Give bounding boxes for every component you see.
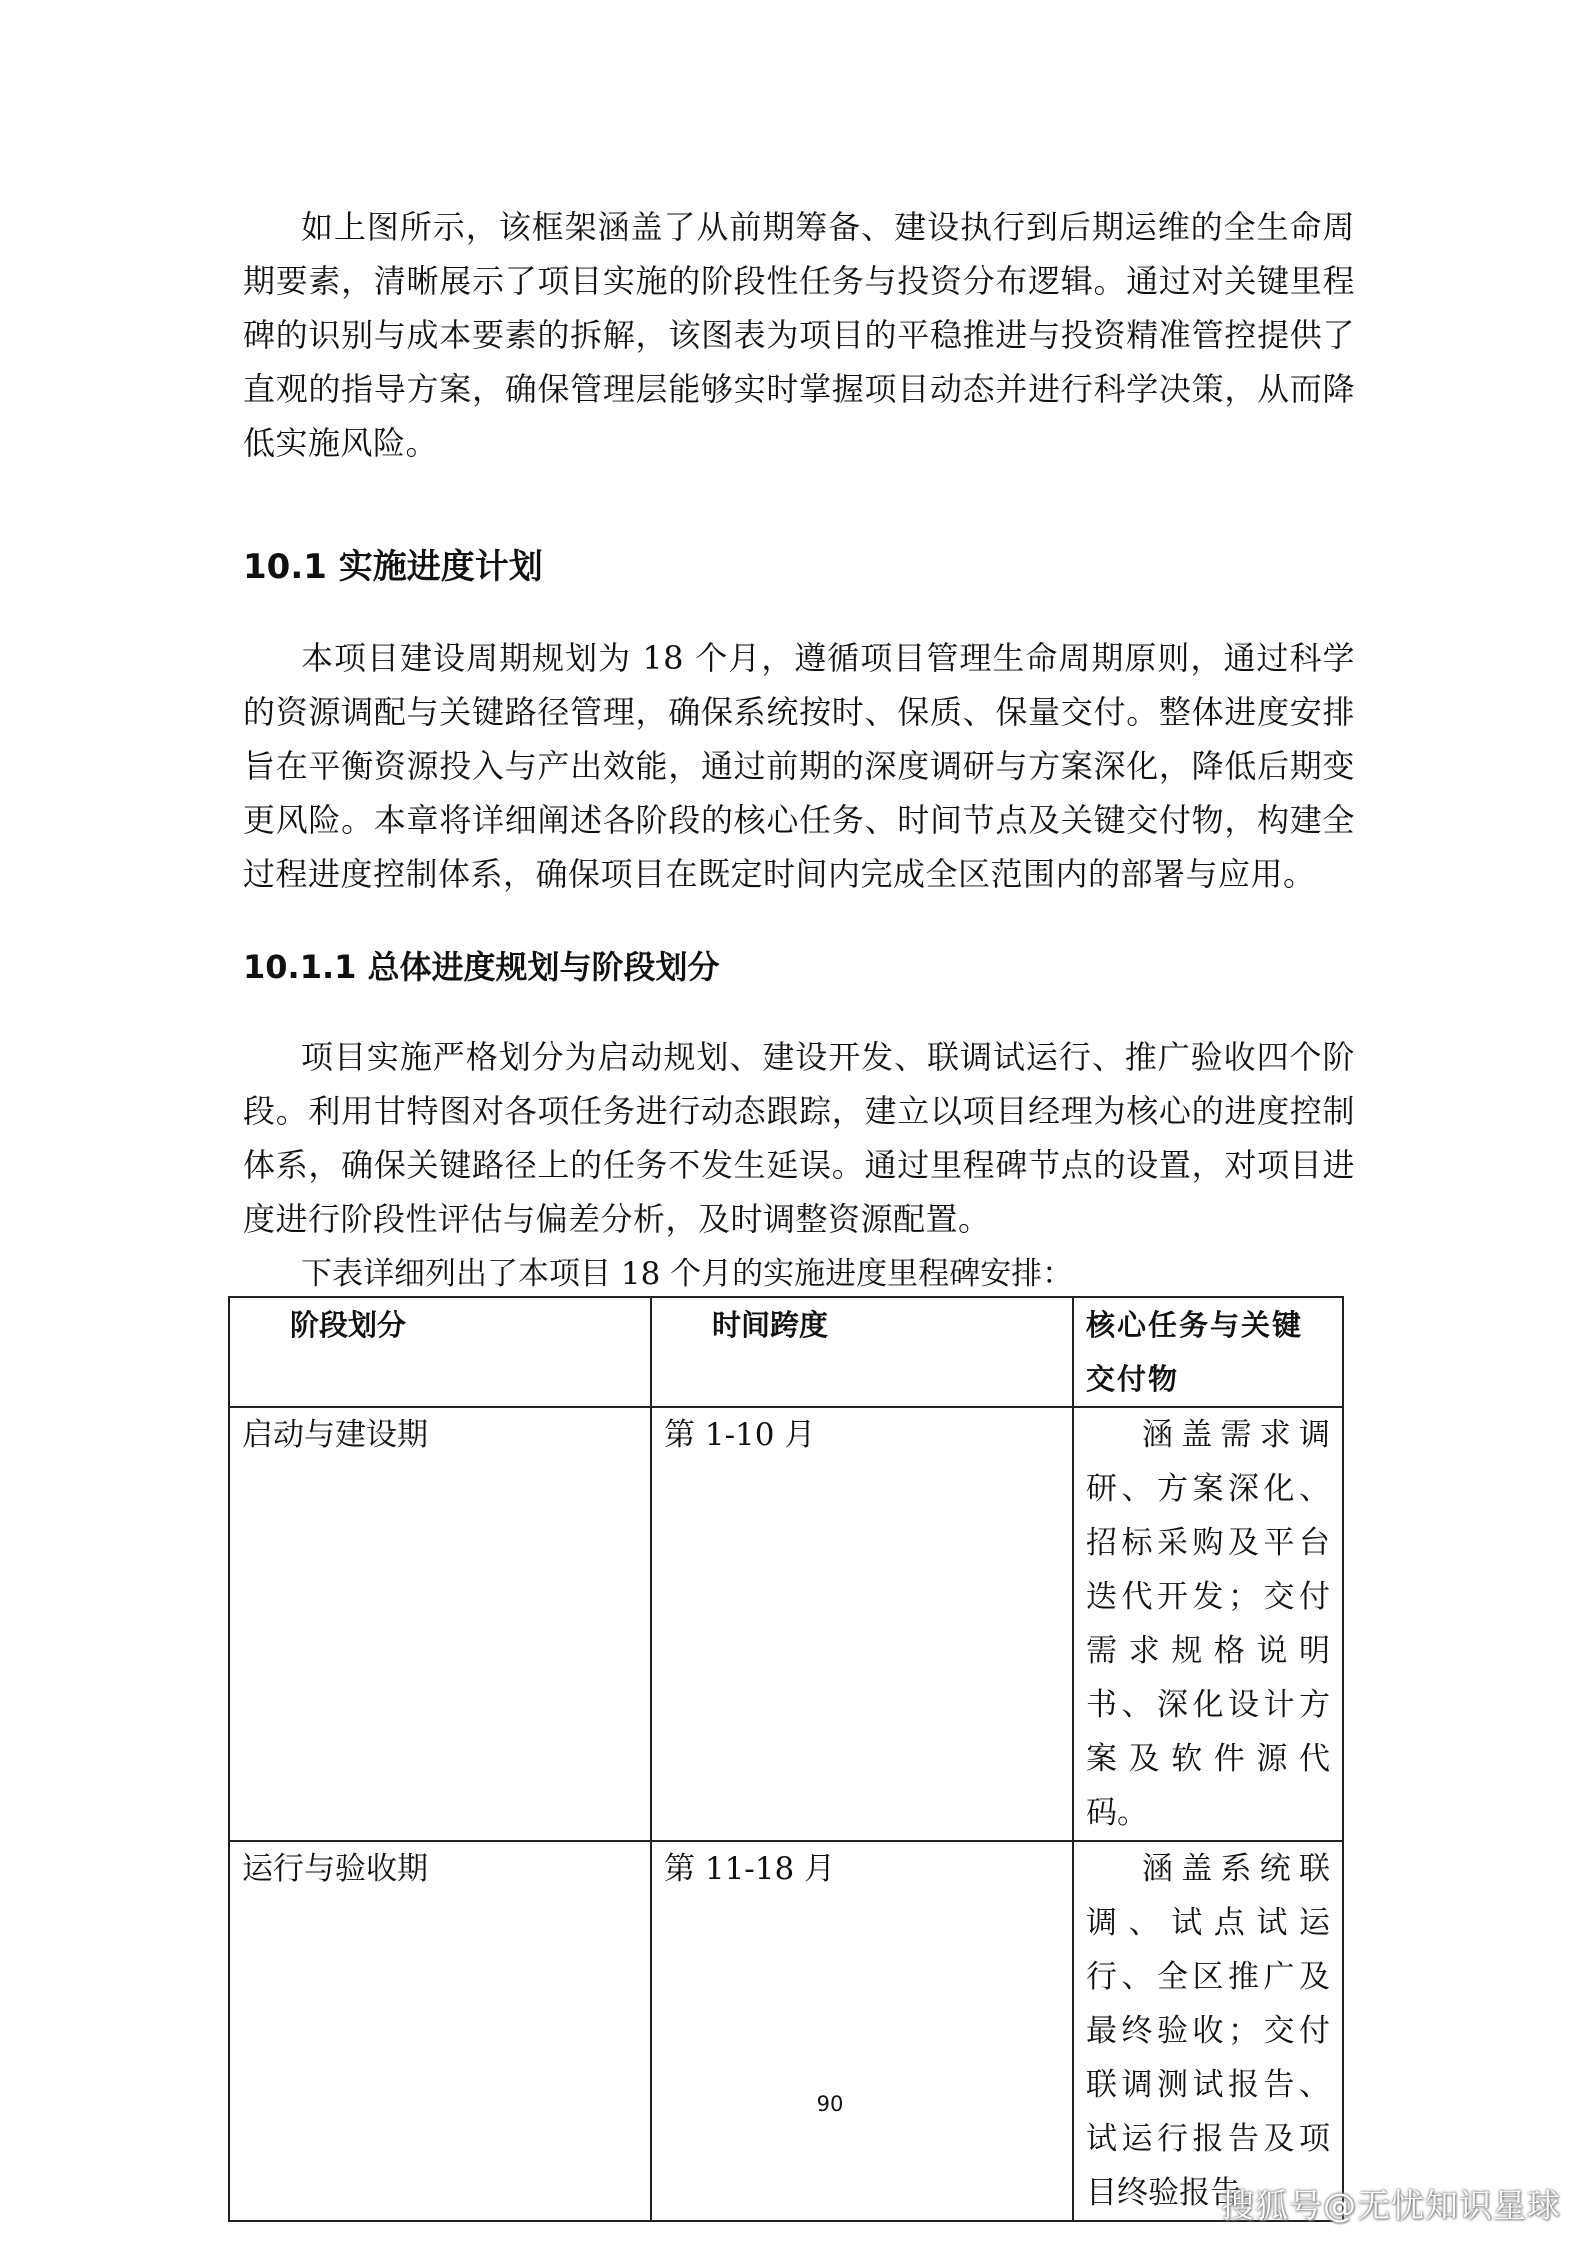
table-caption: 下表详细列出了本项目 18 个月的实施进度里程碑安排： (301, 1256, 1074, 1292)
table-row (229, 1841, 1343, 2221)
milestone-table (228, 1296, 1344, 2222)
page-number: 90 (816, 2092, 844, 2116)
phase-cell: 启动与建设期 (229, 1407, 651, 1841)
phase-cell: 运行与验收期 (229, 1841, 651, 2221)
span-cell: 第 1-10 月 (651, 1407, 1073, 1841)
tasks-cell: 涵盖需求调研、方案深化、招标采购及平台迭代开发；交付需求规格说明书、深化设计方案及软件源代码。 (1073, 1407, 1343, 1841)
subsection-paragraph: 项目实施严格划分为启动规划、建设开发、联调试运行、推广验收四个阶段。利用甘特图对各项任务进行动态跟踪，建立以项目经理为核心的进度控制体系，确保关键路径上的任务不发生延误。通过里程碑节点的设置，对项目进度进行阶段性评估与偏差分析，及时调整资源配置。 (243, 1038, 1355, 1238)
watermark: 搜狐号@无忧知识星球 (1221, 2186, 1561, 2225)
header-tasks: 核心任务与关键交付物 (1073, 1297, 1343, 1407)
table-header-row (229, 1297, 1343, 1407)
section-heading: 10.1 实施进度计划 (243, 547, 543, 587)
subsection-heading: 10.1.1 总体进度规划与阶段划分 (243, 948, 720, 986)
tasks-cell: 涵盖系统联调、试点试运行、全区推广及最终验收；交付联调测试报告、试运行报告及项目终验报告。 (1073, 1841, 1343, 2221)
section-paragraph: 本项目建设周期规划为 18 个月，遵循项目管理生命周期原则，通过科学的资源调配与关键路径管理，确保系统按时、保质、保量交付。整体进度安排旨在平衡资源投入与产出效能，通过前期的深度调研与方案深化，降低后期变更风险。本章将详细阐述各阶段的核心任务、时间节点及关键交付物，构建全过程进度控制体系，确保项目在既定时间内完成全区范围内的部署与应用。 (243, 639, 1355, 893)
header-span: 时间跨度 (651, 1297, 1073, 1407)
span-cell: 第 11-18 月 (651, 1841, 1073, 2221)
intro-paragraph: 如上图所示，该框架涵盖了从前期筹备、建设执行到后期运维的全生命周期要素，清晰展示了项目实施的阶段性任务与投资分布逻辑。通过对关键里程碑的识别与成本要素的拆解，该图表为项目的平稳推进与投资精准管控提供了直观的指导方案，确保管理层能够实时掌握项目动态并进行科学决策，从而降低实施风险。 (243, 208, 1355, 462)
table-row (229, 1407, 1343, 1841)
header-phase: 阶段划分 (229, 1297, 651, 1407)
